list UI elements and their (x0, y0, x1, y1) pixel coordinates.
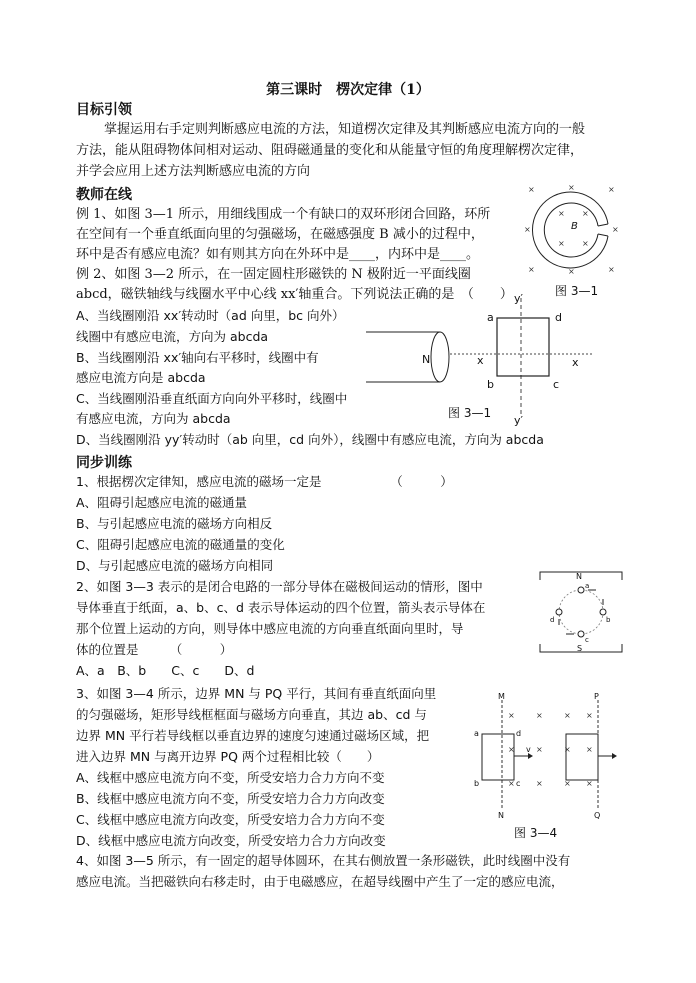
axis-y-bottom: y′ (514, 414, 524, 427)
svg-text:×: × (564, 745, 571, 754)
svg-text:×: × (586, 745, 593, 754)
svg-text:×: × (608, 185, 615, 194)
frame-corner-b: b (474, 779, 480, 788)
coil-corner-b: b (487, 378, 494, 391)
svg-text:×: × (568, 267, 575, 276)
question-3-option: D、线框中感应电流方向改变，所受安培力合力方向改变 (76, 833, 386, 848)
svg-text:×: × (608, 265, 615, 274)
svg-text:×: × (568, 183, 575, 192)
question-3-option: C、线框中感应电流方向改变，所受安培力合力方向不变 (76, 812, 385, 827)
example-1-line: 在空间有一个垂直纸面向里的匀强磁场，在磁感强度 B 减小的过程中， (76, 227, 484, 242)
question-3-line: 进入边界 MN 与离开边界 PQ 两个过程相比较（ ） (76, 749, 380, 764)
svg-text:×: × (586, 711, 593, 720)
boundary-n: N (498, 811, 504, 820)
page-title: 第三课时 楞次定律（1） (266, 82, 430, 98)
figure-3-2-caption: 图 3—1 (448, 406, 492, 420)
boundary-m: M (498, 692, 505, 701)
svg-text:×: × (536, 745, 543, 754)
question-3-line: 边界 MN 平行若导线框以垂直边界的速度匀速通过磁场区域，把 (76, 728, 430, 743)
svg-text:×: × (528, 265, 535, 274)
question-2-line: 2、如图 3—3 表示的是闭合电路的一部分导体在磁极间运动的情形，图中 (76, 579, 483, 594)
boundary-p: P (594, 692, 599, 701)
figure-3-1-caption: 图 3—1 (555, 284, 599, 298)
question-3-option: A、线框中感应电流方向不变，所受安培力合力方向不变 (76, 770, 385, 785)
example-2-line: 例 2、如图 3—2 所示，在一固定圆柱形磁铁的 N 极附近一平面线圈 (76, 267, 471, 282)
example-2-option: C、当线圈刚沿垂直纸面方向向外平移时，线圈中 (76, 391, 348, 406)
position-c: c (585, 636, 589, 644)
question-1-stem: 1、根据楞次定律知，感应电流的磁场一定是 （ ） (76, 474, 453, 489)
figure-3-4-caption: 图 3—4 (514, 826, 558, 840)
coil-corner-a: a (487, 311, 494, 324)
question-1-option: A、阻碍引起感应电流的磁通量 (76, 495, 248, 510)
question-1-option: D、与引起感应电流的磁场方向相同 (76, 558, 274, 573)
goal-line: 掌握运用右手定则判断感应电流的方法，知道楞次定律及其判断感应电流方向的一般 (104, 122, 586, 137)
question-1-option: C、阻碍引起感应电流的磁通量的变化 (76, 537, 285, 552)
axis-x-left: x (477, 354, 484, 367)
question-4-line: 4、如图 3—5 所示，有一固定的超导体圆环，在其右侧放置一条形磁铁，此时线圈中没有 (76, 853, 571, 868)
svg-text:×: × (612, 225, 619, 234)
svg-text:×: × (508, 711, 515, 720)
question-2-line: 导体垂直于纸面，a、b、c、d 表示导体运动的四个位置，箭头表示导体在 (76, 600, 486, 615)
svg-text:×: × (582, 239, 589, 248)
example-2-option: 线圈中有感应电流，方向为 abcda (76, 329, 269, 344)
field-label-b: B (571, 221, 578, 232)
section-goal: 目标引领 (76, 102, 132, 118)
example-1-line: 例 1、如图 3—1 所示，用细线围成一个有缺口的双环形闭合回路，环所 (76, 207, 491, 222)
question-2-line: 体的位置是 （ ） (76, 642, 233, 657)
svg-text:×: × (564, 711, 571, 720)
question-4-line: 感应电流。当把磁铁向右移走时，由于电磁感应，在超导线圈中产生了一定的感应电流， (76, 874, 564, 889)
example-2-option: B、当线圈刚沿 xx′轴向右平移时，线圈中有 (76, 350, 319, 365)
position-b: b (606, 616, 611, 624)
section-training: 同步训练 (76, 455, 132, 471)
magnet-pole-n: N (422, 353, 431, 366)
goal-line: 方法，能从阻碍物体间相对运动、阻碍磁通量的变化和从能量守恒的角度理解楞次定律， (76, 143, 584, 158)
example-2-option: D、当线圈刚沿 yy′转动时（ab 向里，cd 向外），线圈中有感应电流，方向为 abcda (76, 432, 544, 447)
frame-corner-d: d (516, 729, 522, 738)
svg-text:×: × (508, 779, 515, 788)
question-2-line: 那个位置上运动的方向，则导体中感应电流的方向垂直纸面向里时，导 (76, 621, 464, 636)
boundary-q: Q (594, 811, 601, 820)
example-2-option: A、当线圈刚沿 xx′转动时（ad 向里，bc 向外） (76, 308, 345, 323)
frame-corner-c: c (516, 779, 521, 788)
svg-text:×: × (558, 239, 565, 248)
position-d: d (550, 616, 555, 624)
question-3-line: 3、如图 3—4 所示，边界 MN 与 PQ 平行，其间有垂直纸面向里 (76, 686, 437, 701)
question-1-option: B、与引起感应电流的磁场方向相反 (76, 516, 273, 531)
frame-corner-a: a (474, 729, 479, 738)
example-2-line: abcd，磁铁轴线与线圈水平中心线 xx′轴重合。下列说法正确的是 （ ） (76, 287, 513, 302)
example-2-option: 感应电流方向是 abcda (76, 370, 206, 385)
question-3-line: 的匀强磁场，矩形导线框框面与磁场方向垂直，其边 ab、cd 与 (76, 707, 427, 722)
coil-corner-d: d (555, 311, 562, 324)
pole-s: S (577, 644, 583, 653)
velocity-label: v (526, 745, 531, 754)
svg-text:×: × (508, 745, 515, 754)
svg-text:×: × (536, 711, 543, 720)
question-2-options: A、a B、b C、c D、d (76, 663, 255, 678)
svg-text:×: × (524, 225, 531, 234)
svg-text:×: × (528, 185, 535, 194)
figure-3-3 (536, 568, 626, 656)
figure-3-1 (522, 180, 622, 280)
svg-text:×: × (582, 209, 589, 218)
question-3-option: B、线框中感应电流方向不变，所受安培力合力方向改变 (76, 791, 385, 806)
svg-text:×: × (558, 209, 565, 218)
axis-y-top: y′ (514, 292, 524, 305)
coil-corner-c: c (553, 378, 560, 391)
example-1-line: 环中是否有感应电流？如有则其方向在外环中是____，内环中是____。 (76, 247, 480, 262)
goal-line: 并学会应用上述方法判断感应电流的方向 (76, 164, 311, 179)
pole-n: N (576, 572, 582, 581)
example-2-option: 有感应电流，方向为 abcda (76, 411, 231, 426)
section-teacher: 教师在线 (76, 187, 132, 203)
svg-text:×: × (564, 779, 571, 788)
svg-text:×: × (586, 779, 593, 788)
figure-3-4 (470, 690, 620, 830)
svg-text:×: × (536, 779, 543, 788)
axis-x-right: x (572, 356, 579, 369)
position-a: a (585, 582, 590, 590)
